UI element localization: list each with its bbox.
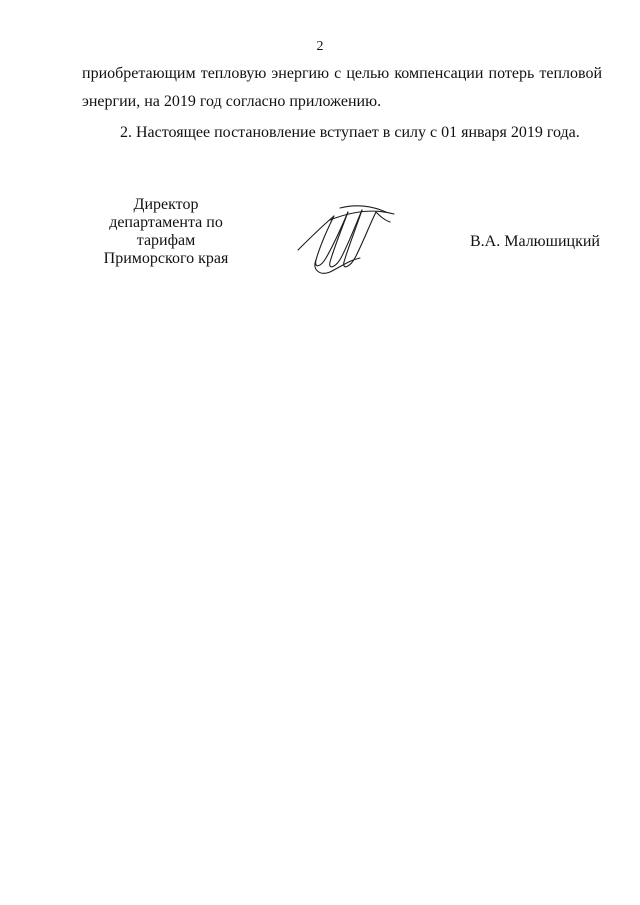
paragraph-1-line-2: энергии, на 2019 год согласно приложению. <box>82 93 382 110</box>
document-body <box>82 60 602 147</box>
signature-stroke <box>315 258 360 273</box>
paragraph-2: 2. Настоящее постановление вступает в силу с 01 января 2019 года. <box>120 124 580 141</box>
handwritten-signature <box>290 198 410 284</box>
position-line-2: департамента по тарифам <box>109 214 223 249</box>
signature-stroke <box>298 216 334 250</box>
position-line-3: Приморского края <box>103 250 229 267</box>
paragraph-1-line-1: приобретающим тепловую энергию с целью компенсации потерь тепловой <box>82 65 602 82</box>
paragraph-1 <box>82 60 602 116</box>
signer-position <box>78 196 254 268</box>
signature-stroke <box>376 212 390 222</box>
page-number: 2 <box>316 39 324 54</box>
signer-name: В.А. Малюшицкий <box>470 233 600 250</box>
position-line-1: Директор <box>133 196 199 213</box>
